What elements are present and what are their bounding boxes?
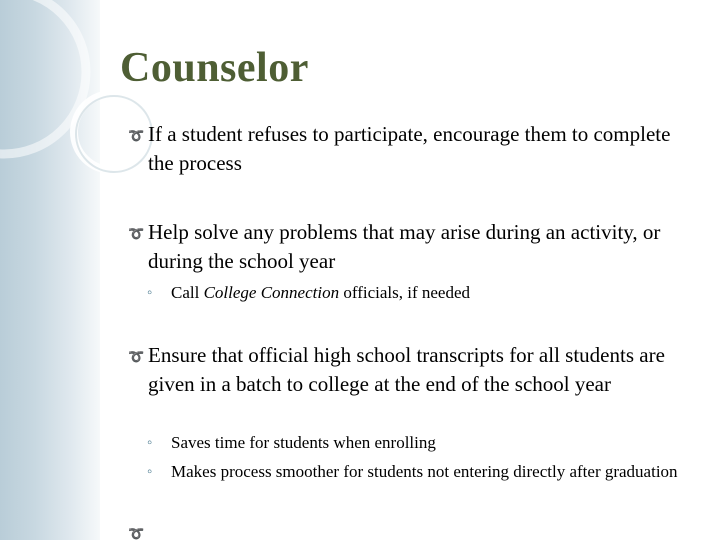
sub-bullet-item [147,460,707,484]
bullet-text: Ensure that official high school transcripts for all students are given in a batch to college at the end of the school year [148,343,665,396]
sub-bullet-text: Saves time for students when enrolling [171,433,436,452]
sub-bullet-item [147,431,707,455]
sub-bullet-item [147,281,707,305]
slide-title: Counselor [120,45,309,91]
curved-bullet-icon: ➰ [128,226,145,241]
curved-bullet-icon: ➰ [128,349,145,364]
bullet-item [128,341,698,399]
bullet-item [128,120,698,178]
hollow-circle-bullet-icon: ◦ [147,435,153,451]
sub-bullet-emphasis: College Connection [203,283,340,302]
sub-bullet-text: Makes process smoother for students not entering directly after graduation [171,462,678,481]
bullet-item [128,218,698,276]
bullet-text: If a student refuses to participate, encourage them to complete the process [148,122,671,175]
bullet-text: Help solve any problems that may arise during an activity, or during the school year [148,220,661,273]
curved-bullet-icon: ➰ [128,128,145,143]
curved-bullet-icon: ➰ [128,526,145,541]
hollow-circle-bullet-icon: ◦ [147,285,153,301]
sub-bullet-text [147,281,707,305]
sub-bullet-text-part: officials, if needed [339,283,471,302]
sub-bullet-text-part: Call [171,283,204,302]
hollow-circle-bullet-icon: ◦ [147,464,153,480]
